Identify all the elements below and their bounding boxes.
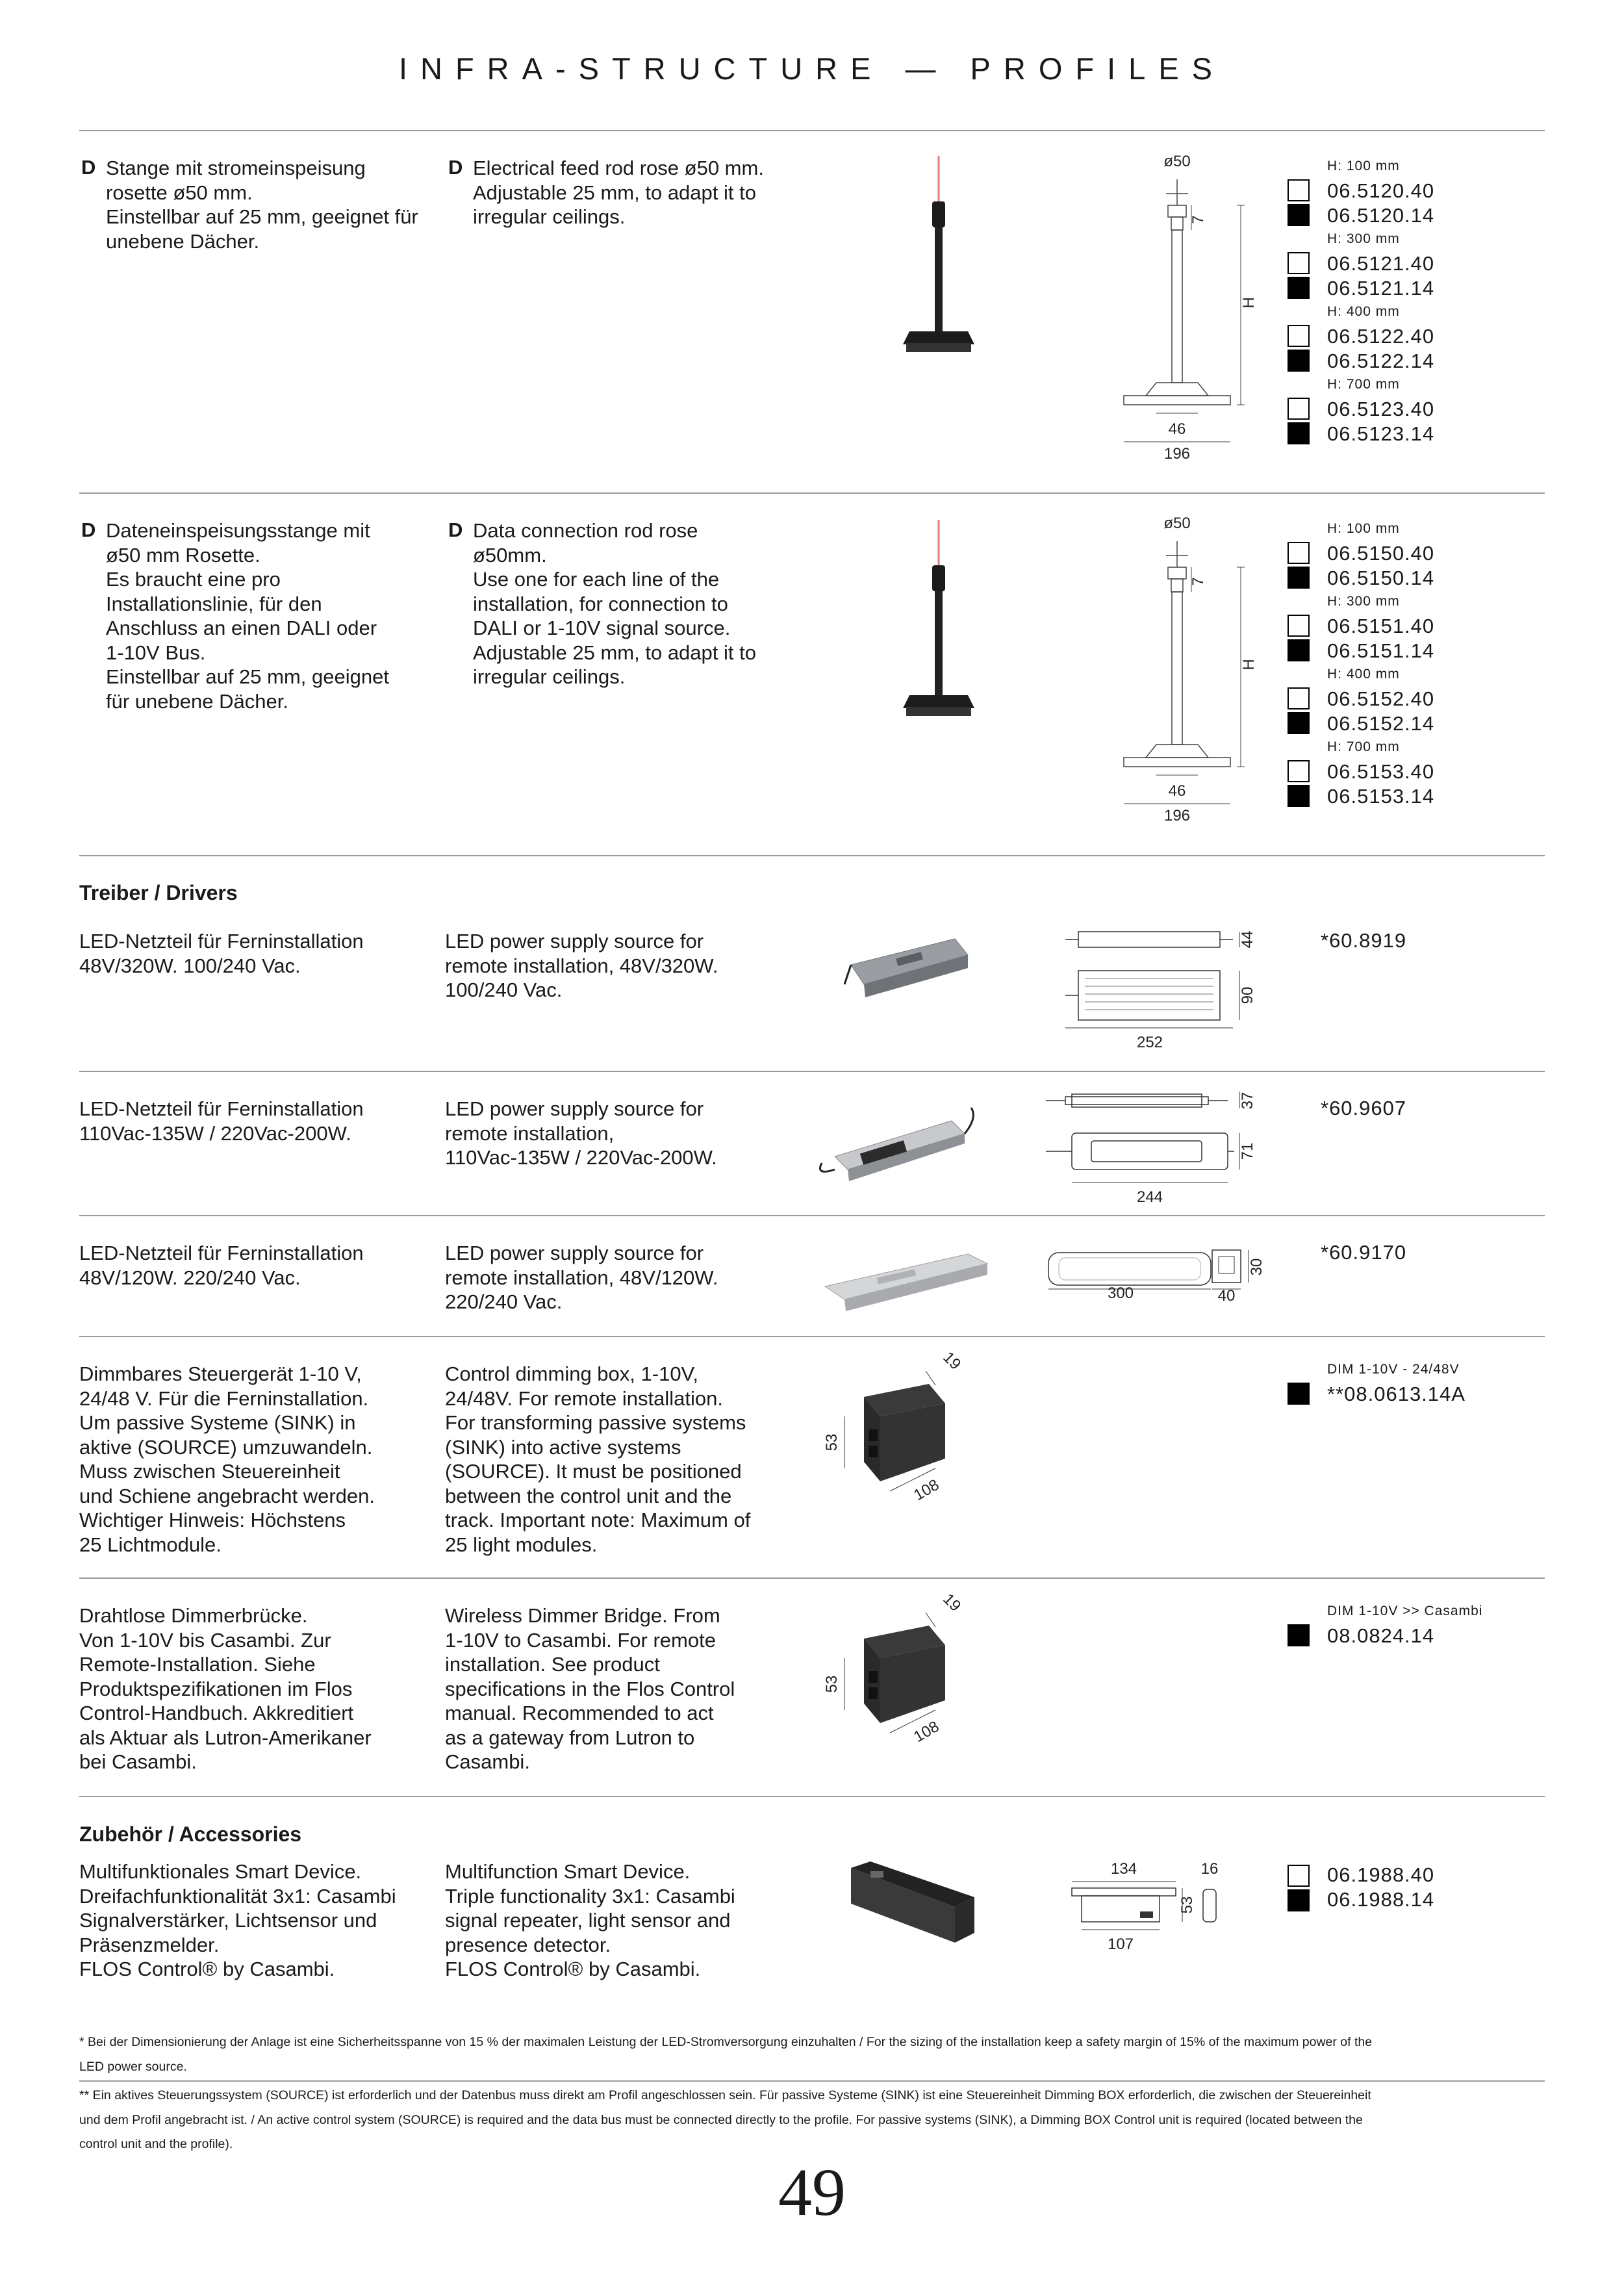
product-code: 06.5150.40	[1327, 542, 1435, 565]
product-code: 06.5152.40	[1327, 687, 1435, 710]
psu-320-dimension-drawing	[1065, 923, 1273, 1053]
variant-height: H: 300 mm	[1327, 231, 1400, 246]
dim-box-photo-drawing	[818, 1348, 974, 1520]
dim-thickness: 19	[939, 1348, 965, 1373]
black-swatch	[1288, 567, 1310, 589]
black-swatch	[1288, 350, 1310, 372]
dim-width-134: 134	[1110, 1860, 1137, 1878]
data-rod-desc-de: Dateneinspeisungsstange mit ø50 mm Rosette. Es braucht eine pro Installationslinie, für den Anschluss an einen DALI oder 1-10V Bus. Einstellbar auf 25 mm, geeignet für unebene Dächer.	[106, 519, 389, 713]
psu-320-desc-en: LED power supply source for remote installation, 48V/320W. 100/240 Vac.	[445, 930, 718, 1001]
marker-d: D	[448, 518, 463, 541]
dim-diameter: ø50	[1163, 153, 1191, 170]
psu-120-dimension-drawing	[1039, 1241, 1286, 1312]
dim-height: 30	[1248, 1258, 1265, 1276]
footnote-safety-margin: * Bei der Dimensionierung der Anlage ist eine Sicherheitsspanne von 15 % der maximalen Leistung der LED-Stromversorgung einzuhalten / For the sizing of the installation keep a safety margin of 15% of the maximum power of the LED power source.	[79, 2035, 1373, 2074]
psu-120-photo	[818, 1247, 1000, 1319]
bridge-photo-drawing	[818, 1590, 974, 1762]
dim-width-196: 196	[1163, 807, 1191, 824]
smart-device-photo	[844, 1858, 987, 1949]
dim-width: 252	[1136, 1034, 1163, 1051]
white-swatch	[1288, 542, 1310, 564]
psu-200-photo	[815, 1105, 984, 1189]
black-swatch	[1288, 785, 1310, 807]
variant-height: H: 300 mm	[1327, 594, 1400, 609]
dim-width: 244	[1136, 1188, 1163, 1206]
psu-320-desc-de: LED-Netzteil für Ferninstallation 48V/320W. 100/240 Vac.	[79, 930, 364, 977]
dim-width: 108	[911, 1476, 943, 1505]
dim-h2: 71	[1239, 1142, 1256, 1160]
product-code: 06.1988.40	[1327, 1863, 1435, 1886]
product-code: 06.5122.14	[1327, 350, 1435, 372]
product-code: 06.5121.40	[1327, 252, 1435, 275]
divider	[79, 1215, 1545, 1216]
divider	[79, 855, 1545, 856]
product-code: **08.0613.14A	[1327, 1383, 1465, 1405]
variant-height: H: 400 mm	[1327, 667, 1400, 682]
white-swatch	[1288, 1865, 1310, 1887]
product-code: 06.5150.14	[1327, 567, 1435, 589]
dim-width-46: 46	[1168, 782, 1186, 800]
product-code: 06.5123.14	[1327, 422, 1435, 445]
black-swatch	[1288, 639, 1310, 661]
white-swatch	[1288, 179, 1310, 201]
black-swatch	[1288, 1383, 1310, 1405]
divider	[79, 130, 1545, 131]
variant-height: H: 700 mm	[1327, 739, 1400, 754]
dim-height: 53	[823, 1433, 841, 1451]
divider	[79, 1796, 1545, 1797]
product-code: 06.5120.40	[1327, 179, 1435, 202]
dim-h2: 90	[1239, 986, 1256, 1004]
white-swatch	[1288, 615, 1310, 637]
product-code: 06.5151.40	[1327, 615, 1435, 637]
dim-seven: 7	[1189, 215, 1207, 224]
feed-rod-photo	[896, 156, 981, 370]
white-swatch	[1288, 760, 1310, 782]
smart-desc-de: Multifunktionales Smart Device. Dreifachfunktionalität 3x1: Casambi Signalverstärker, Lichtsensor und Präsenzmelder. FLOS Control® by Casambi.	[79, 1860, 396, 1980]
black-swatch	[1288, 422, 1310, 444]
product-code: 06.5152.14	[1327, 712, 1435, 735]
dim-height: H	[1240, 659, 1258, 671]
dim-height: 53	[1178, 1896, 1196, 1914]
marker-d: D	[448, 156, 463, 179]
section-heading-accessories: Zubehör / Accessories	[79, 1822, 302, 1846]
dim-width-46: 46	[1168, 420, 1186, 438]
black-swatch	[1288, 712, 1310, 734]
bridge-desc-de: Drahtlose Dimmerbrücke. Von 1-10V bis Casambi. Zur Remote-Installation. Siehe Produktspezifikationen im Flos Control-Handbuch. Akkreditiert als Aktuar als Lutron-Amerikaner bei Casambi.	[79, 1604, 372, 1773]
divider	[79, 2080, 1545, 2082]
product-code: *60.9170	[1321, 1241, 1407, 1264]
dim-width: 300	[1107, 1284, 1134, 1302]
divider	[79, 1336, 1545, 1337]
feed-rod-desc-de: Stange mit stromeinspeisung rosette ø50 mm. Einstellbar auf 25 mm, geeignet für unebene Dächer.	[106, 157, 418, 253]
product-code: 06.5122.40	[1327, 325, 1435, 348]
page-title: INFRA-STRUCTURE — PROFILES	[398, 51, 1226, 86]
product-code: 08.0824.14	[1327, 1624, 1435, 1647]
product-code: 06.5153.14	[1327, 785, 1435, 808]
divider	[79, 492, 1545, 494]
dim-width-196: 196	[1163, 445, 1191, 463]
dim-depth: 40	[1217, 1287, 1236, 1305]
dim-box-label: DIM 1-10V - 24/48V	[1327, 1362, 1460, 1377]
product-code: *60.8919	[1321, 929, 1407, 952]
dim-width: 108	[911, 1717, 943, 1746]
psu-120-desc-en: LED power supply source for remote installation, 48V/120W. 220/240 Vac.	[445, 1242, 718, 1313]
dim-depth: 16	[1200, 1860, 1219, 1878]
product-code: 06.1988.14	[1327, 1888, 1435, 1911]
marker-d: D	[81, 156, 96, 179]
variant-height: H: 700 mm	[1327, 377, 1400, 392]
white-swatch	[1288, 325, 1310, 347]
psu-320-photo	[844, 929, 974, 1007]
divider	[79, 1071, 1545, 1072]
smart-desc-en: Multifunction Smart Device. Triple functionality 3x1: Casambi signal repeater, light sensor and presence detector. FLOS Control® by Casambi.	[445, 1860, 735, 1980]
bridge-desc-en: Wireless Dimmer Bridge. From 1-10V to Casambi. For remote installation. See product specifications in the Flos Control manual. Recommended to act as a gateway from Lutron to Casambi.	[445, 1604, 735, 1773]
dim-h1: 37	[1239, 1092, 1256, 1110]
white-swatch	[1288, 687, 1310, 709]
bridge-label: DIM 1-10V >> Casambi	[1327, 1603, 1483, 1618]
psu-200-desc-en: LED power supply source for remote installation, 110Vac-135W / 220Vac-200W.	[445, 1097, 717, 1169]
dim-h1: 44	[1239, 930, 1256, 949]
variant-height: H: 100 mm	[1327, 521, 1400, 536]
black-swatch	[1288, 277, 1310, 299]
dim-thickness: 19	[939, 1590, 965, 1615]
psu-200-desc-de: LED-Netzteil für Ferninstallation 110Vac-135W / 220Vac-200W.	[79, 1097, 364, 1145]
dim-width-107: 107	[1107, 1935, 1134, 1953]
footnote-control-system: ** Ein aktives Steuerungssystem (SOURCE) ist erforderlich und der Datenbus muss direkt am Profil angeschlossen sein. Für passive Systeme (SINK) ist eine Steuereinheit Dimming BOX erforderlich, die zwischen der Steuereinheit und dem Profil angebracht ist. / An active control system (SOURCE) is required and the data bus must be connected directly to the profile. For passive systems (SINK), a Dimming BOX Control unit is required (located between the control unit and the profile).	[79, 2088, 1371, 2151]
page-number: 49	[778, 2155, 846, 2230]
data-rod-desc-en: Data connection rod rose ø50mm. Use one for each line of the installation, for connection to DALI or 1-10V signal source. Adjustable 25 mm, to adapt it to irregular ceilings.	[473, 519, 756, 688]
black-swatch	[1288, 204, 1310, 226]
feed-rod-dimension-drawing	[1104, 153, 1273, 465]
variant-height: H: 400 mm	[1327, 304, 1400, 319]
product-code: 06.5121.14	[1327, 277, 1435, 300]
feed-rod-desc-en: Electrical feed rod rose ø50 mm. Adjustable 25 mm, to adapt it to irregular ceilings.	[473, 157, 764, 228]
dim-seven: 7	[1189, 577, 1207, 586]
black-swatch	[1288, 1889, 1310, 1911]
marker-d: D	[81, 518, 96, 541]
dim-box-desc-en: Control dimming box, 1-10V, 24/48V. For remote installation. For transforming passive systems (SINK) into active systems (SOURCE). It must be positioned between the control unit and the track. Important note: Maximum of 25 light modules.	[445, 1362, 751, 1556]
psu-200-dimension-drawing	[1039, 1085, 1273, 1221]
section-heading-drivers: Treiber / Drivers	[79, 881, 238, 904]
smart-device-dimension-drawing	[1059, 1858, 1241, 1962]
white-swatch	[1288, 398, 1310, 420]
divider	[79, 1578, 1545, 1579]
product-code: 06.5120.14	[1327, 204, 1435, 227]
product-code: *60.9607	[1321, 1097, 1407, 1119]
variant-height: H: 100 mm	[1327, 159, 1400, 173]
product-code: 06.5123.40	[1327, 398, 1435, 420]
psu-120-desc-de: LED-Netzteil für Ferninstallation 48V/120W. 220/240 Vac.	[79, 1242, 364, 1289]
dim-height: 53	[823, 1675, 841, 1693]
data-rod-photo	[896, 520, 981, 734]
product-code: 06.5151.14	[1327, 639, 1435, 662]
dim-box-desc-de: Dimmbares Steuergerät 1-10 V, 24/48 V. Für die Ferninstallation. Um passive Systeme (SINK) in aktive (SOURCE) umzuwandeln. Muss zwischen Steuereinheit und Schiene angebracht werden. Wichtiger Hinweis: Höchstens 25 Lichtmodule.	[79, 1362, 375, 1556]
dim-height: H	[1240, 297, 1258, 309]
product-code: 06.5153.40	[1327, 760, 1435, 783]
white-swatch	[1288, 252, 1310, 274]
data-rod-dimension-drawing	[1104, 515, 1273, 827]
dim-diameter: ø50	[1163, 515, 1191, 532]
black-swatch	[1288, 1624, 1310, 1646]
